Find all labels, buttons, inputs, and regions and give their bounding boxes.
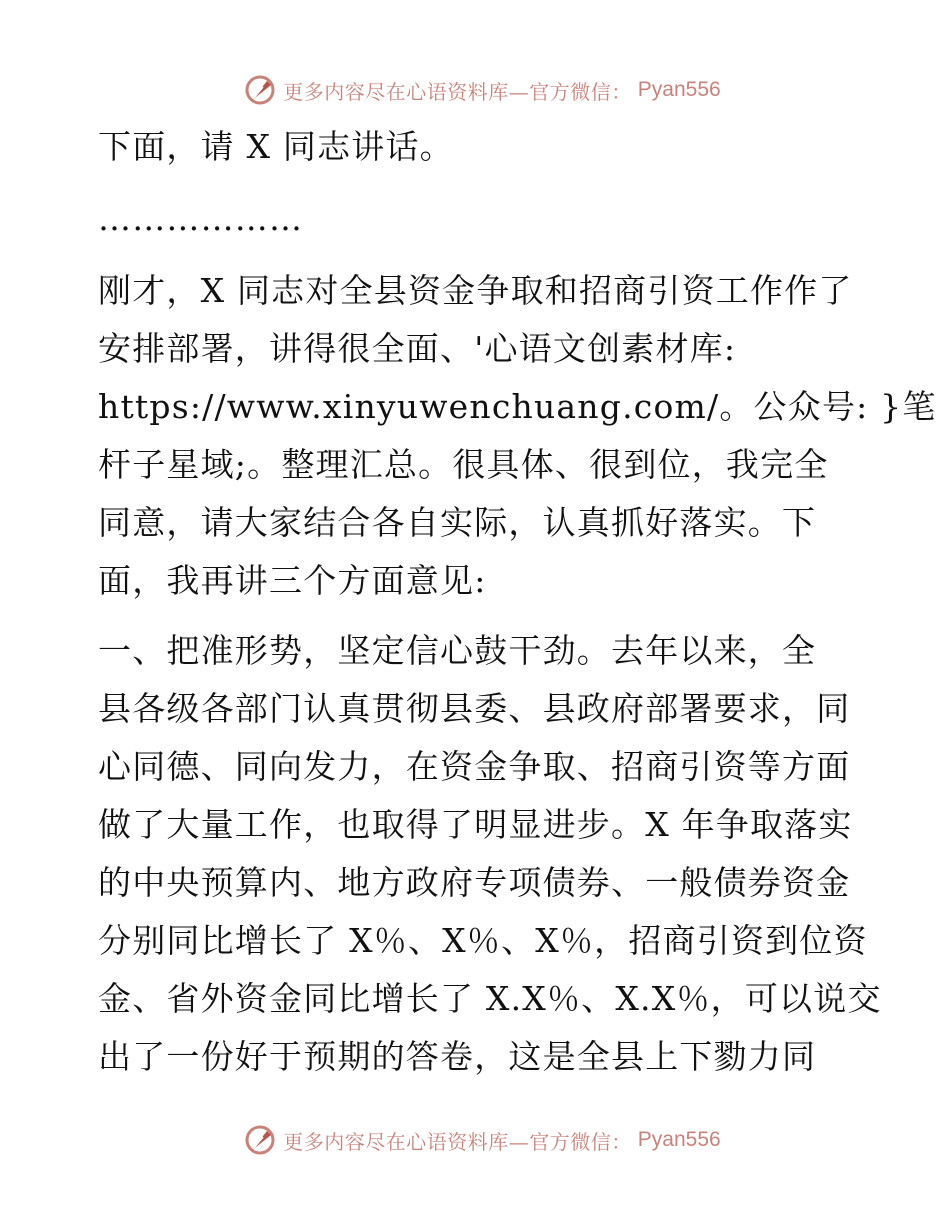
text-line: 一、把准形势，坚定信心鼓干劲。去年以来，全 [98,631,817,670]
text-line: 金、省外资金同比增长了 X.X％、X.X％，可以说交 [98,979,882,1018]
header-watermark [0,70,950,110]
quill-logo-icon [243,1123,277,1157]
text-line: 面，我再讲三个方面意见: [98,561,487,600]
text-line: 安排部署，讲得很全面、'心语文创素材库: [98,329,737,368]
text-line: 同意，请大家结合各自实际，认真抓好落实。下 [98,503,817,542]
text-line: 县各级各部门认真贯彻县委、县政府部署要求，同 [98,689,851,728]
footer-watermark [0,1120,950,1160]
text-line: 心同德、同向发力，在资金争取、招商引资等方面 [98,747,851,786]
text-line: 做了大量工作，也取得了明显进步。X 年争取落实 [98,805,853,844]
watermark-text: 更多内容尽在心语资料库—官方微信： [283,79,632,104]
quill-logo-icon [243,73,277,107]
text-line: 的中央预算内、地方政府专项债券、一般债券资金 [98,863,851,902]
watermark-wechat-id: Pyan556 [637,1128,721,1151]
paragraph-2 [98,622,882,1086]
text-line: 刚才，X 同志对全县资金争取和招商引资工作作了 [98,271,853,310]
text-line: https://www.xinyuwenchuang.com/。公众号: }笔 [98,387,937,426]
text-line: 杆子星域;。整理汇总。很具体、很到位，我完全 [98,445,829,484]
watermark-wechat-id: Pyan556 [637,78,721,101]
intro-line: 下面，请 X 同志讲话。 [98,127,454,166]
paragraph-1 [98,262,937,610]
text-line: 分别同比增长了 X％、X％、X％，招商引资到位资 [98,921,868,960]
watermark-text: 更多内容尽在心语资料库—官方微信： [283,1129,632,1154]
document-body [98,118,937,1086]
text-line: 出了一份好于预期的答卷，这是全县上下勠力同 [98,1037,817,1076]
ellipsis-line: ……………… [98,199,304,238]
